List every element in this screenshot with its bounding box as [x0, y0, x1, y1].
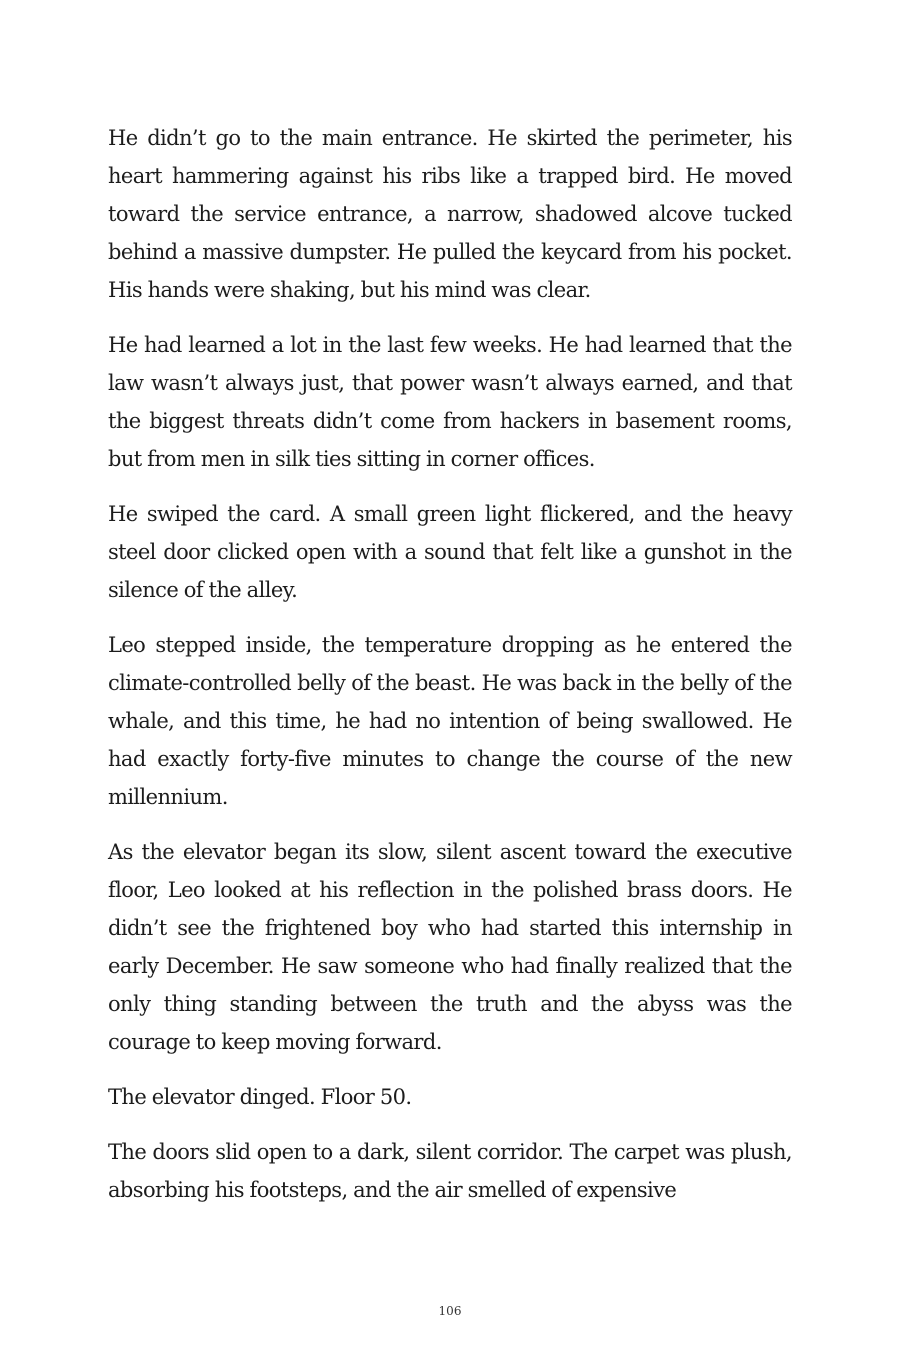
- paragraph-1: He didn’t go to the main entrance. He skirted the perimeter, his heart hammering against his ribs like a trapped bird. He moved toward the service entrance, a narrow, shadowed alcove tucked behind a massive dumpster. He pulled the keycard from his pocket. His hands were shaking, but his mind was clear.: [108, 126, 792, 302]
- paragraph-2: He had learned a lot in the last few weeks. He had learned that the law wasn’t always just, that power wasn’t always earned, and that the biggest threats didn’t come from hackers in basement rooms, but from men in silk ties sitting in corner offices.: [108, 333, 792, 471]
- paragraph-6: The elevator dinged. Floor 50.: [108, 1085, 412, 1109]
- paragraph-4: Leo stepped inside, the temperature dropping as he entered the climate-controlled belly of the beast. He was back in the belly of the whale, and this time, he had no intention of being swallowed. He had exactly forty-five minutes to change the course of the new millennium.: [108, 633, 792, 809]
- paragraph-7: The doors slid open to a dark, silent corridor. The carpet was plush, absorbing his footsteps, and the air smelled of expensive: [108, 1140, 792, 1202]
- page-number: 106: [438, 1304, 462, 1318]
- paragraph-5: As the elevator began its slow, silent ascent toward the executive floor, Leo looked at his reflection in the polished brass doors. He didn’t see the frightened boy who had started this internship in early December. He saw someone who had finally realized that the only thing standing between the truth and the abyss was the courage to keep moving forward.: [108, 840, 792, 1054]
- paragraph-3: He swiped the card. A small green light flickered, and the heavy steel door clicked open with a sound that felt like a gunshot in the silence of the alley.: [108, 502, 792, 602]
- body-text: [108, 119, 792, 1226]
